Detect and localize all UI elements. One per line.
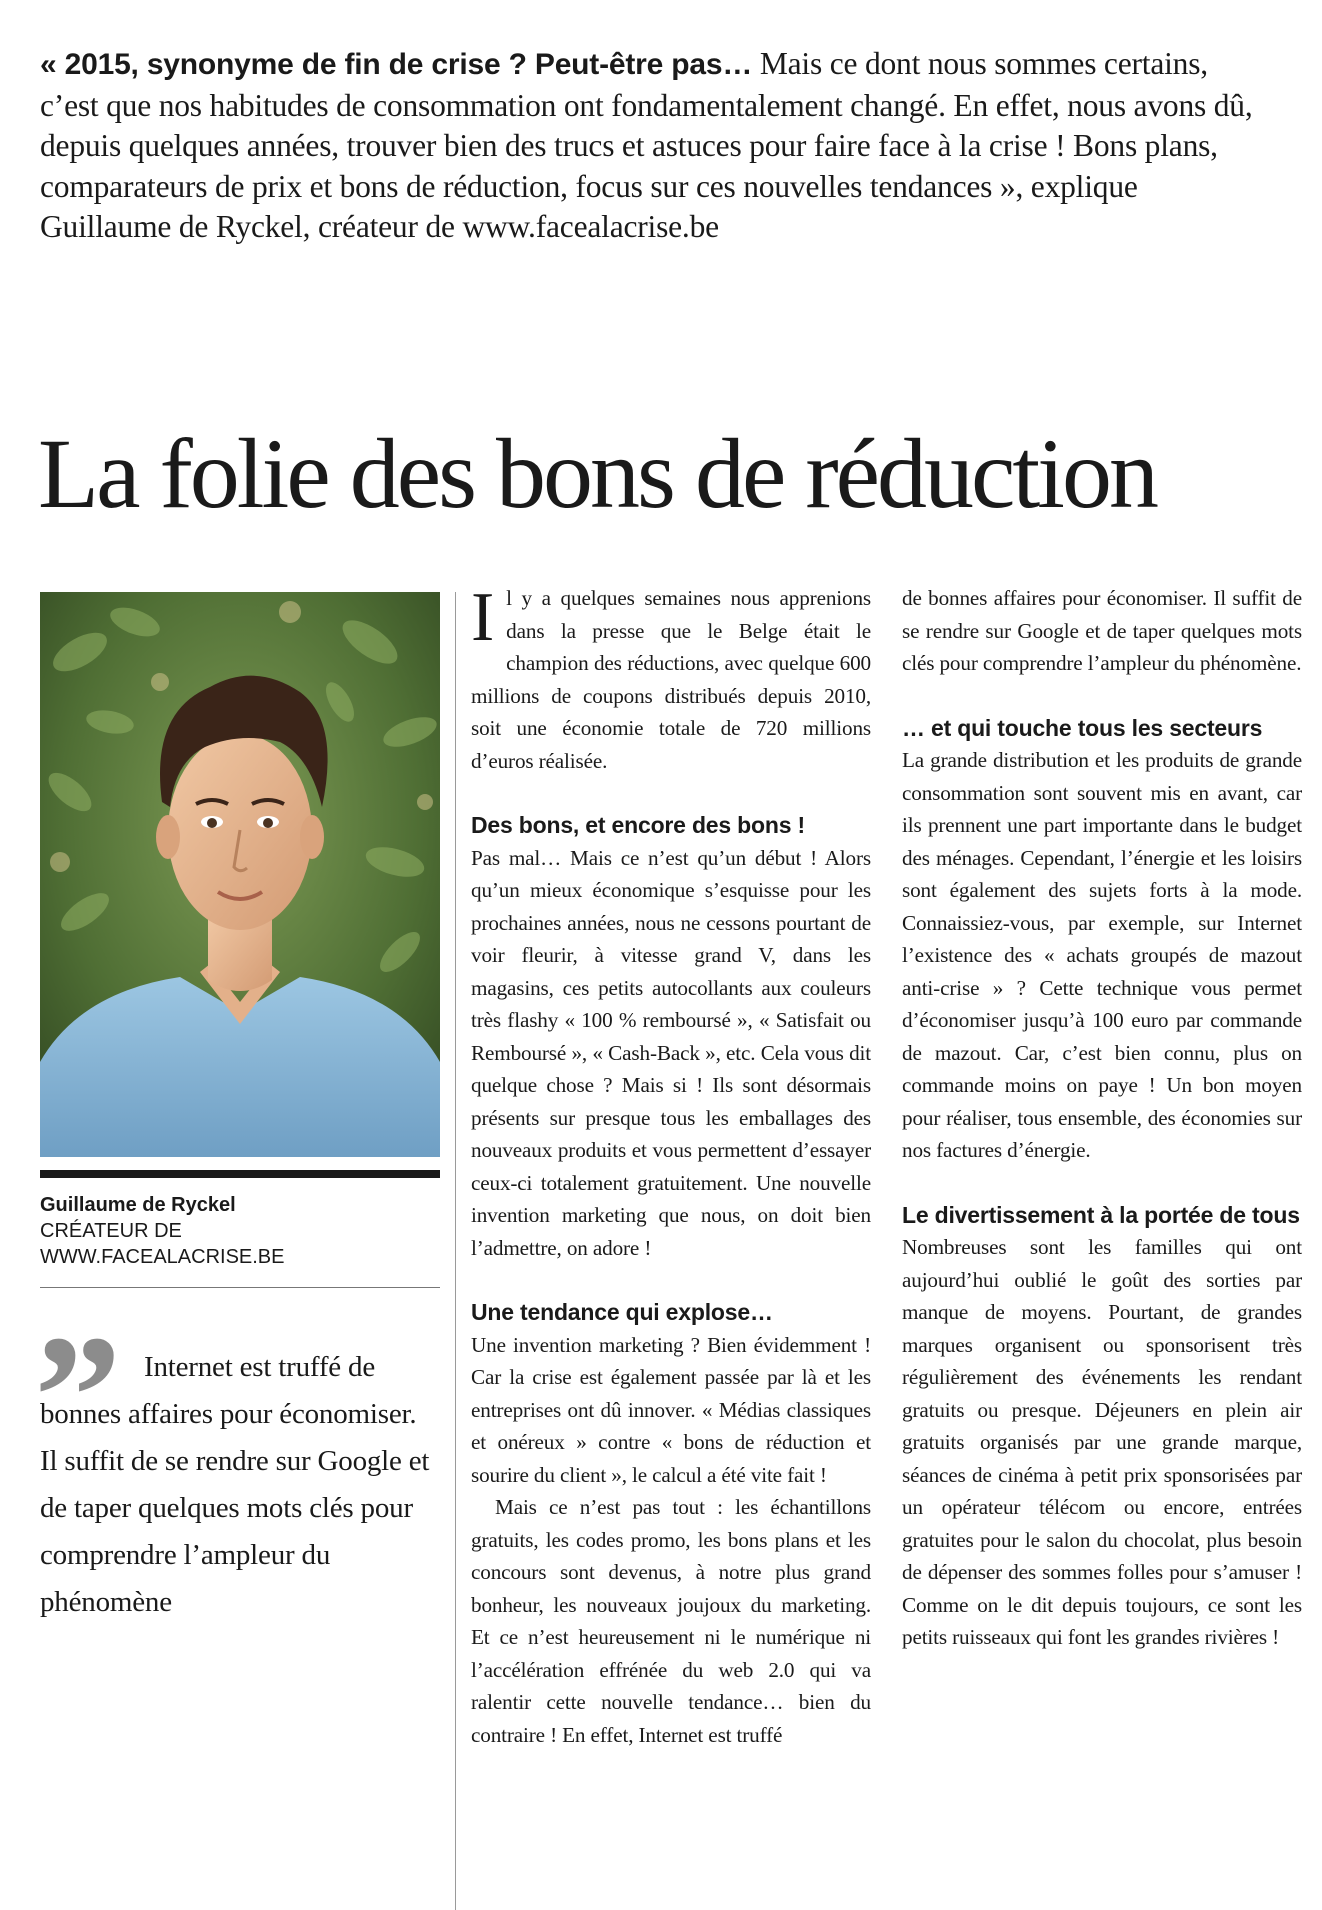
portrait-illustration (40, 592, 440, 1157)
headline: La folie des bons de réduction (38, 418, 1156, 529)
pullquote-text: Internet est truffé de bonnes affaires pour économiser. Il suffit de se rendre sur Google et de taper quelques mots clés pour comprendre l’ampleur du phénomène (40, 1351, 430, 1618)
intro-text: Mais ce dont nous sommes certains, c’est que nos habitudes de consommation ont fondamentalement changé. En effet, nous avons dû, depuis quelques années, trouver bien des trucs et astuces pour faire face à la crise ! Bons plans, comparateurs de prix et bons de réduction, focus sur ces nouvelles tendances », explique Guillaume de Ryckel, créateur de www.facealacrise.be (40, 46, 1253, 244)
photo-caption (40, 1192, 440, 1270)
subheading-secteurs: … et qui touche tous les secteurs (902, 714, 1263, 741)
column-divider (455, 592, 456, 1910)
article-column-3 (902, 582, 1302, 1654)
article-paragraph-3: Une invention marketing ? Bien évidemment ! Car la crise est également passée par là et les entreprises ont dû innover. « Médias classiques et onéreux » contre « bons de réduction et sourire du client », le calcul a été vite fait ! (471, 1332, 871, 1487)
portrait-photo (40, 592, 440, 1157)
spacer (902, 1167, 1302, 1199)
subheading-tendance: Une tendance qui explose… (471, 1299, 773, 1325)
caption-rule (40, 1170, 440, 1178)
spacer (471, 777, 871, 809)
caption-bottom-rule (40, 1287, 440, 1288)
subheading-des-bons: Des bons, et encore des bons ! (471, 812, 805, 838)
subheading-divertissement: Le divertissement à la portée de tous (902, 1201, 1300, 1228)
caption-name: Guillaume de Ryckel (40, 1194, 236, 1216)
article-paragraph-2: Pas mal… Mais ce n’est qu’un début ! Alors qu’un mieux économique s’esquisse pour les prochaines années, nous ne cessons pourtant de voir fleurir, à vitesse grand V, dans les magasins, ces petits autocollants aux couleurs très flashy « 100 % remboursé », « Satisfait ou Remboursé », « Cash-Back », etc. Cela vous dit quelque chose ? Mais si ! Ils sont désormais présents sur presque tous les emballages des nouveaux produits et vous permettent d’essayer ceux-ci totalement gratuitement. Une nouvelle invention marketing que nous, on doit bien l’admettre, on adore ! (471, 845, 871, 1260)
article-paragraph-5: de bonnes affaires pour économiser. Il suffit de se rendre sur Google et de taper quelques mots clés pour comprendre l’ampleur du phénomène. (902, 586, 1302, 675)
article-paragraph-6: La grande distribution et les produits de grande consommation sont souvent mis en avant, car ils prennent une part importante dans le budget des ménages. Cependant, l’énergie et les loisirs sont également des sujets forts à la mode. Connaissiez-vous, par exemple, sur Internet l’existence des « achats groupés de mazout anti-crise » ? Cette technique vous permet d’économiser jusqu’à 100 euro par commande de mazout. Car, c’est bien connu, plus on commande moins on paye ! Un bon moyen pour réaliser, tous ensemble, des économies sur nos factures d’énergie. (902, 748, 1302, 1162)
intro-lead: « 2015, synonyme de fin de crise ? Peut-être pas… (40, 48, 753, 81)
spacer (902, 680, 1302, 712)
article-column-2 (471, 579, 871, 1751)
spacer (471, 1264, 871, 1296)
quote-mark-icon: ” (34, 1299, 104, 1493)
caption-role-line2: WWW.FACEALACRISE.BE (40, 1246, 285, 1268)
article-paragraph-7: Nombreuses sont les familles qui ont aujourd’hui oublié le goût des sorties par manque de moyens. Pourtant, de grandes marques organisent ou sponsorisent très régulièrement des événements les rendant gratuits ou presque. Déjeuners en plein air gratuits organisés par une grande marque, séances de cinéma à petit prix sponsorisées par un opérateur télécom ou encore, entrées gratuites pour le salon du chocolat, plus besoin de dépenser des sommes folles pour s’amuser ! Comme on le dit depuis toujours, ce sont les petits ruisseaux qui font les grandes rivières ! (902, 1235, 1302, 1649)
article-paragraph-4: Mais ce n’est pas tout : les échantillons gratuits, les codes promo, les bons plans et les concours sont devenus, à notre plus grand bonheur, les nouveaux joujoux du marketing. Et ce n’est heureusement ni le numérique ni l’accélération effrénée du web 2.0 qui va ralentir cette nouvelle tendance… bien du contraire ! En effet, Internet est truffé (471, 1495, 871, 1747)
paragraph-1-text: l y a quelques semaines nous apprenions dans la presse que le Belge était le champion des réductions, avec quelque 600 millions de coupons distribués depuis 2010, soit une économie totale de 720 millions d’euros réalisée. (471, 586, 871, 773)
intro-paragraph (40, 44, 1270, 248)
caption-role-line1: CRÉATEUR DE (40, 1220, 182, 1242)
drop-cap: I (471, 579, 495, 656)
article-paragraph-1 (471, 579, 871, 777)
